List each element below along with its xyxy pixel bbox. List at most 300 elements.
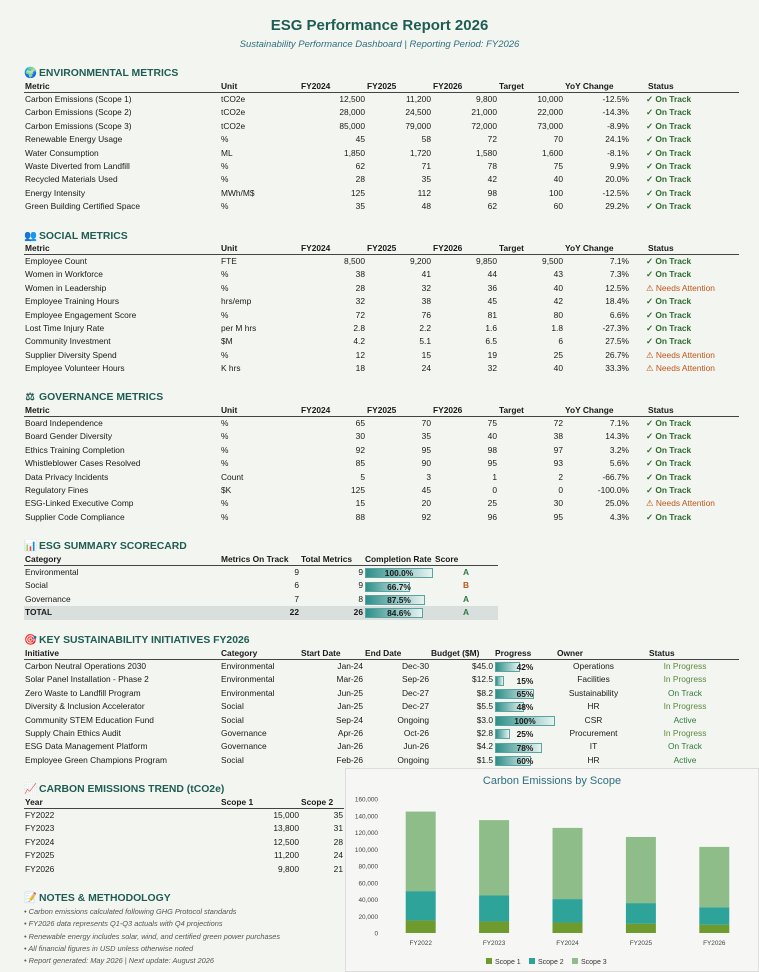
table-cell: % bbox=[221, 431, 229, 442]
initiative-name: Zero Waste to Landfill Program bbox=[25, 687, 141, 698]
table-cell: 6 bbox=[558, 336, 563, 347]
table-cell: 36 bbox=[487, 282, 497, 293]
table-cell: 60 bbox=[553, 201, 563, 212]
column-header: Metric bbox=[24, 405, 220, 417]
table-row bbox=[24, 93, 739, 107]
y-tick-label: 100,000 bbox=[354, 846, 378, 854]
table-cell: 2 bbox=[558, 471, 563, 482]
table-cell: 95 bbox=[553, 511, 563, 522]
progress-value: 60% bbox=[516, 756, 534, 767]
table-cell: 97 bbox=[553, 444, 563, 455]
table-cell: -8.9% bbox=[607, 120, 629, 131]
table-cell: -12.5% bbox=[564, 93, 630, 107]
table-row bbox=[24, 349, 739, 362]
table-cell: 90 bbox=[421, 458, 431, 469]
completion-rate: 100.0% bbox=[384, 568, 414, 579]
table-cell: ESG-Linked Executive Comp bbox=[25, 498, 134, 509]
table-cell: 79,000 bbox=[405, 120, 431, 131]
initiative-end: Ongoing bbox=[397, 754, 429, 765]
table-cell: Ethics Training Completion bbox=[25, 444, 125, 455]
initiative-category: Environmental bbox=[221, 687, 275, 698]
table-cell: 41 bbox=[421, 269, 431, 280]
table-cell: % bbox=[221, 174, 229, 185]
trend-cell: 24 bbox=[333, 850, 343, 861]
table-cell: 40 bbox=[553, 363, 563, 374]
initiative-name: Supply Chain Ethics Audit bbox=[25, 728, 121, 739]
environmental-table bbox=[24, 81, 739, 214]
initiative-name: Community STEM Education Fund bbox=[25, 714, 154, 725]
initiative-start: Jan-25 bbox=[337, 701, 363, 712]
table-cell: 6.5 bbox=[485, 336, 497, 347]
column-header: Owner bbox=[556, 648, 631, 660]
y-tick-label: 20,000 bbox=[358, 913, 378, 921]
initiative-start: Feb-26 bbox=[336, 754, 363, 765]
initiative-name: Diversity & Inclusion Accelerator bbox=[25, 701, 145, 712]
target-icon: 🎯 bbox=[24, 635, 37, 646]
initiative-budget: $45.0 bbox=[430, 660, 494, 674]
column-header: FY2025 bbox=[366, 81, 432, 93]
status-cell: ✓ On Track bbox=[646, 174, 692, 185]
bar-scope-2 bbox=[479, 895, 509, 921]
bar-scope-3 bbox=[479, 820, 509, 895]
initiative-end: Dec-27 bbox=[402, 701, 429, 712]
column-header: Initiative bbox=[24, 648, 220, 660]
table-cell: 12.5% bbox=[605, 282, 629, 293]
completion-cell bbox=[364, 566, 434, 580]
table-cell: % bbox=[221, 511, 229, 522]
table-row bbox=[24, 106, 739, 119]
bar-scope-1 bbox=[626, 924, 656, 933]
status-cell: ✓ On Track bbox=[646, 296, 692, 307]
table-cell: Lost Time Injury Rate bbox=[25, 323, 105, 334]
table-cell: 1.6 bbox=[485, 323, 497, 334]
legend-label: Scope 1 bbox=[495, 959, 521, 966]
bar-scope-2 bbox=[406, 891, 436, 920]
table-header-row bbox=[24, 797, 344, 809]
table-cell: 1,600 bbox=[542, 147, 563, 158]
table-row bbox=[24, 430, 739, 443]
progress-bar bbox=[495, 676, 555, 686]
table-cell: 4.3% bbox=[609, 511, 629, 522]
column-header: Category bbox=[24, 554, 220, 566]
total-cell: 26 bbox=[300, 606, 364, 619]
progress-bar bbox=[495, 702, 555, 712]
table-cell: 62 bbox=[487, 201, 497, 212]
initiative-end: Ongoing bbox=[397, 714, 429, 725]
y-tick-label: 60,000 bbox=[358, 880, 378, 888]
table-cell: 20 bbox=[421, 498, 431, 509]
initiative-status: In Progress bbox=[631, 660, 739, 674]
bar-scope-3 bbox=[553, 828, 583, 899]
table-cell: 5.1 bbox=[419, 336, 431, 347]
table-cell: 72 bbox=[498, 417, 564, 431]
column-header: Budget ($M) bbox=[430, 648, 494, 660]
table-row bbox=[24, 309, 739, 322]
table-cell: 85 bbox=[355, 458, 365, 469]
table-cell: 28,000 bbox=[339, 107, 365, 118]
initiative-row bbox=[24, 700, 739, 713]
column-header: Progress bbox=[494, 648, 556, 660]
initiative-owner: CSR bbox=[584, 714, 603, 725]
initiative-name: Employee Green Champions Program bbox=[25, 754, 167, 765]
bar-scope-3 bbox=[626, 837, 656, 903]
status-cell: ✓ On Track bbox=[646, 323, 692, 334]
table-cell: 70 bbox=[553, 134, 563, 145]
trend-cell: 12,500 bbox=[273, 836, 299, 847]
table-cell: per M hrs bbox=[221, 323, 257, 334]
table-cell: 7.1% bbox=[564, 255, 630, 269]
initiative-start: Mar-26 bbox=[336, 674, 363, 685]
bar-scope-2 bbox=[699, 907, 729, 925]
table-row bbox=[24, 200, 739, 213]
scorecard-section-title: 📊 ESG SUMMARY SCORECARD bbox=[24, 541, 187, 552]
bar-scope-1 bbox=[699, 925, 729, 933]
table-cell: % bbox=[221, 309, 229, 320]
table-row bbox=[24, 497, 739, 510]
table-cell: % bbox=[221, 444, 229, 455]
table-cell: 12,500 bbox=[300, 93, 366, 107]
initiative-category: Environmental bbox=[220, 660, 300, 674]
table-cell: 6.6% bbox=[609, 309, 629, 320]
initiative-owner: Sustainability bbox=[568, 687, 619, 698]
table-cell: 8,500 bbox=[300, 255, 366, 269]
table-cell: 1,580 bbox=[476, 147, 497, 158]
completion-cell bbox=[364, 606, 434, 619]
legend-swatch bbox=[572, 958, 578, 964]
initiative-status: In Progress bbox=[663, 674, 707, 685]
trend-cell: 9,800 bbox=[278, 863, 299, 874]
table-cell: 72 bbox=[487, 134, 497, 145]
trend-cell: FY2022 bbox=[24, 809, 220, 823]
initiative-owner: Operations bbox=[556, 660, 631, 674]
on-track-cell: 6 bbox=[294, 580, 299, 591]
progress-value: 25% bbox=[516, 729, 534, 740]
column-header: Total Metrics bbox=[300, 554, 364, 566]
on-track-cell: 7 bbox=[294, 593, 299, 604]
table-header-row bbox=[24, 554, 498, 566]
table-cell: 38 bbox=[355, 269, 365, 280]
table-cell: Green Building Certified Space bbox=[25, 201, 140, 212]
table-header-row bbox=[24, 648, 739, 660]
initiative-category: Social bbox=[221, 754, 244, 765]
table-cell: 5.6% bbox=[609, 458, 629, 469]
table-cell: MWh/M$ bbox=[221, 187, 255, 198]
table-cell: 62 bbox=[355, 161, 365, 172]
table-cell: 45 bbox=[487, 296, 497, 307]
progress-bar bbox=[495, 729, 555, 739]
initiative-row bbox=[24, 754, 739, 767]
status-cell: ⚠ Needs Attention bbox=[646, 363, 715, 374]
table-cell: 32 bbox=[421, 282, 431, 293]
trend-cell: 13,800 bbox=[273, 823, 299, 834]
table-cell: 0 bbox=[558, 485, 563, 496]
table-cell: 24,500 bbox=[405, 107, 431, 118]
status-cell: ✓ On Track bbox=[646, 511, 692, 522]
table-cell: FTE bbox=[220, 255, 300, 269]
bar-scope-1 bbox=[479, 921, 509, 933]
status-cell: ✓ On Track bbox=[646, 458, 692, 469]
progress-value: 78% bbox=[516, 742, 534, 753]
initiative-start: Sep-24 bbox=[335, 714, 363, 725]
initiative-row bbox=[24, 687, 739, 700]
progress-cell bbox=[494, 700, 556, 713]
progress-bar bbox=[495, 743, 555, 753]
trend-row bbox=[24, 809, 344, 823]
table-cell: 100 bbox=[549, 187, 563, 198]
table-cell: Carbon Emissions (Scope 1) bbox=[24, 93, 220, 107]
table-cell: 1,720 bbox=[410, 147, 431, 158]
table-cell: 5 bbox=[360, 471, 365, 482]
y-tick-label: 40,000 bbox=[358, 897, 378, 904]
status-cell: ⚠ Needs Attention bbox=[646, 498, 715, 509]
table-cell: 3 bbox=[426, 471, 431, 482]
progress-cell bbox=[494, 740, 556, 753]
table-cell: 9,200 bbox=[366, 255, 432, 269]
table-row bbox=[24, 133, 739, 146]
table-header-row bbox=[24, 405, 739, 417]
column-header: Category bbox=[220, 648, 300, 660]
trend-section-title: 📈 CARBON EMISSIONS TREND (tCO2e) bbox=[24, 784, 225, 795]
status-cell: ✓ On Track bbox=[646, 336, 692, 347]
column-header: Scope 2 bbox=[300, 797, 344, 809]
trend-row bbox=[24, 836, 344, 849]
y-tick-label: 120,000 bbox=[354, 830, 378, 837]
initiative-row bbox=[24, 673, 739, 686]
completion-cell bbox=[364, 579, 434, 592]
table-cell: 7.3% bbox=[609, 269, 629, 280]
initiative-owner: IT bbox=[589, 741, 598, 752]
note-item: • FY2026 data represents Q1-Q3 actuals with Q4 projections bbox=[24, 919, 223, 929]
column-header: YoY Change bbox=[564, 405, 630, 417]
completion-rate: 87.5% bbox=[387, 595, 411, 606]
table-cell: 20.0% bbox=[605, 174, 629, 185]
table-header-row bbox=[24, 81, 739, 93]
bar-chart-icon: 📊 bbox=[24, 541, 37, 552]
table-row bbox=[24, 173, 739, 186]
table-cell: Board Gender Diversity bbox=[25, 431, 113, 442]
progress-bar bbox=[495, 716, 555, 726]
initiative-end: Oct-26 bbox=[403, 728, 429, 739]
chart-svg bbox=[346, 769, 758, 971]
table-cell: Supplier Diversity Spend bbox=[25, 349, 117, 360]
table-cell: 7.1% bbox=[564, 417, 630, 431]
trend-row bbox=[24, 863, 344, 876]
x-tick-label: FY2024 bbox=[556, 940, 579, 947]
status-cell: ✓ On Track bbox=[646, 431, 692, 442]
table-cell: 72,000 bbox=[471, 120, 497, 131]
status-cell: ✓ On Track bbox=[630, 255, 739, 269]
notes-section-title: 📝 NOTES & METHODOLOGY bbox=[24, 893, 171, 904]
initiative-row bbox=[24, 714, 739, 727]
table-cell: $K bbox=[221, 485, 232, 496]
score-cell: B bbox=[462, 580, 470, 591]
column-header: Metric bbox=[24, 81, 220, 93]
on-track-cell: 9 bbox=[220, 566, 300, 580]
initiative-start: Jan-26 bbox=[337, 741, 363, 752]
note-item: • Renewable energy includes solar, wind, and certified green power purchases bbox=[24, 931, 281, 941]
completion-bar bbox=[365, 608, 433, 618]
column-header: Year bbox=[24, 797, 220, 809]
table-cell: 98 bbox=[487, 444, 497, 455]
column-header: Completion Rate bbox=[364, 554, 434, 566]
status-cell: ✓ On Track bbox=[646, 201, 692, 212]
table-cell: 35 bbox=[421, 431, 431, 442]
category-cell: Governance bbox=[25, 593, 71, 604]
status-cell: ⚠ Needs Attention bbox=[646, 282, 715, 293]
progress-value: 100% bbox=[514, 715, 536, 726]
initiative-name: ESG Data Management Platform bbox=[25, 741, 148, 752]
column-header: Target bbox=[498, 81, 564, 93]
table-cell: 71 bbox=[421, 161, 431, 172]
category-cell: Environmental bbox=[24, 566, 220, 580]
scorecard-row bbox=[24, 566, 498, 580]
initiatives-table bbox=[24, 648, 739, 767]
table-cell: 29.2% bbox=[605, 201, 629, 212]
initiative-budget: $3.0 bbox=[476, 714, 493, 725]
initiative-status: Active bbox=[673, 714, 697, 725]
initiative-owner: Procurement bbox=[569, 728, 618, 739]
trend-cell: 21 bbox=[333, 863, 343, 874]
legend-label: Scope 3 bbox=[581, 959, 607, 966]
trend-table bbox=[24, 797, 344, 876]
column-header: Unit bbox=[220, 405, 300, 417]
status-cell: ✓ On Track bbox=[646, 134, 692, 145]
table-cell: Supplier Code Compliance bbox=[25, 511, 125, 522]
table-cell: 25 bbox=[553, 349, 563, 360]
progress-bar bbox=[495, 662, 555, 672]
people-icon: 👥 bbox=[24, 231, 37, 242]
note-item: • Carbon emissions calculated following GHG Protocol standards bbox=[24, 907, 237, 916]
table-cell: 75 bbox=[432, 417, 498, 431]
table-cell: 28 bbox=[355, 282, 365, 293]
initiative-category: Social bbox=[221, 701, 244, 712]
table-row bbox=[24, 484, 739, 497]
column-header: FY2026 bbox=[432, 405, 498, 417]
table-cell: 76 bbox=[421, 309, 431, 320]
table-cell: -8.1% bbox=[607, 147, 629, 158]
status-cell: ✓ On Track bbox=[646, 309, 692, 320]
governance-section-title: ⚖ GOVERNANCE METRICS bbox=[25, 392, 164, 403]
column-header: FY2024 bbox=[300, 405, 366, 417]
table-cell: 58 bbox=[421, 134, 431, 145]
table-cell: 15 bbox=[421, 349, 431, 360]
category-cell: TOTAL bbox=[24, 606, 220, 619]
table-cell: 44 bbox=[487, 269, 497, 280]
table-cell: ML bbox=[221, 147, 233, 158]
initiative-budget: $2.8 bbox=[476, 728, 493, 739]
table-cell: 22,000 bbox=[537, 107, 563, 118]
table-cell: 18 bbox=[355, 363, 365, 374]
table-cell: 2.2 bbox=[419, 323, 431, 334]
line-chart-icon: 📈 bbox=[24, 784, 37, 795]
status-cell: ✓ On Track bbox=[646, 120, 692, 131]
table-row bbox=[24, 457, 739, 470]
table-row bbox=[24, 444, 739, 457]
table-cell: % bbox=[221, 498, 229, 509]
table-cell: Board Independence bbox=[24, 417, 220, 431]
completion-rate: 66.7% bbox=[387, 581, 411, 592]
note-item: • Report generated: May 2026 | Next update: August 2026 bbox=[24, 956, 214, 966]
status-cell: ✓ On Track bbox=[630, 93, 739, 107]
table-header-row bbox=[24, 243, 739, 255]
table-cell: Recycled Materials Used bbox=[25, 174, 118, 185]
status-cell: ✓ On Track bbox=[646, 107, 692, 118]
trend-cell: 11,200 bbox=[274, 850, 299, 861]
table-cell: 33.3% bbox=[605, 363, 629, 374]
table-cell: 25.0% bbox=[605, 498, 629, 509]
table-cell: 4.2 bbox=[353, 336, 365, 347]
initiative-end: Sep-26 bbox=[401, 674, 429, 685]
environmental-section-title: 🌍 ENVIRONMENTAL METRICS bbox=[24, 68, 179, 79]
table-cell: 9,800 bbox=[432, 93, 498, 107]
initiatives-section-title: 🎯 KEY SUSTAINABILITY INITIATIVES FY2026 bbox=[24, 635, 250, 646]
table-cell: % bbox=[221, 458, 229, 469]
score-cell: A bbox=[462, 593, 470, 604]
table-cell: 40 bbox=[553, 174, 563, 185]
note-item: • All financial figures in USD unless otherwise noted bbox=[24, 943, 194, 953]
table-row bbox=[24, 417, 739, 431]
table-cell: 32 bbox=[487, 363, 497, 374]
table-row bbox=[24, 282, 739, 295]
table-cell: Employee Volunteer Hours bbox=[25, 363, 125, 374]
status-cell: ✓ On Track bbox=[646, 444, 692, 455]
table-cell: 11,200 bbox=[366, 93, 432, 107]
scorecard-table bbox=[24, 554, 498, 620]
table-cell: 96 bbox=[487, 511, 497, 522]
initiative-status: In Progress bbox=[663, 701, 707, 712]
completion-bar bbox=[365, 568, 433, 578]
table-cell: 14.3% bbox=[605, 431, 629, 442]
column-header: FY2026 bbox=[432, 243, 498, 255]
table-cell: K hrs bbox=[221, 363, 241, 374]
initiative-owner: HR bbox=[587, 754, 600, 765]
column-header: Score bbox=[434, 554, 498, 566]
column-header: FY2025 bbox=[366, 405, 432, 417]
table-cell: -12.5% bbox=[602, 187, 629, 198]
progress-value: 15% bbox=[516, 675, 534, 686]
status-cell: ✓ On Track bbox=[646, 187, 692, 198]
report-subtitle: Sustainability Performance Dashboard | Reporting Period: FY2026 bbox=[239, 39, 520, 50]
completion-bar bbox=[365, 595, 433, 605]
table-cell: 42 bbox=[487, 174, 497, 185]
column-header: FY2024 bbox=[300, 243, 366, 255]
table-cell: 26.7% bbox=[605, 349, 629, 360]
legend-swatch bbox=[486, 958, 492, 964]
bar-scope-1 bbox=[553, 923, 583, 933]
table-cell: 3.2% bbox=[609, 444, 629, 455]
table-cell: 40 bbox=[553, 282, 563, 293]
table-cell: 125 bbox=[351, 485, 365, 496]
column-header: End Date bbox=[364, 648, 430, 660]
bar-scope-3 bbox=[406, 812, 436, 892]
table-cell: 73,000 bbox=[537, 120, 563, 131]
table-cell: 65 bbox=[300, 417, 366, 431]
table-cell: % bbox=[221, 161, 229, 172]
status-cell: ⚠ Needs Attention bbox=[646, 349, 715, 360]
table-cell: Women in Workforce bbox=[25, 269, 103, 280]
table-cell: % bbox=[221, 201, 229, 212]
table-cell: 38 bbox=[553, 431, 563, 442]
column-header: Start Date bbox=[300, 648, 364, 660]
table-row bbox=[24, 147, 739, 160]
bar-scope-1 bbox=[406, 920, 436, 933]
trend-cell: FY2023 bbox=[25, 823, 55, 834]
table-row bbox=[24, 255, 739, 269]
initiative-budget: $5.5 bbox=[476, 701, 493, 712]
table-row bbox=[24, 268, 739, 281]
table-cell: 42 bbox=[553, 296, 563, 307]
initiative-owner: HR bbox=[587, 701, 600, 712]
